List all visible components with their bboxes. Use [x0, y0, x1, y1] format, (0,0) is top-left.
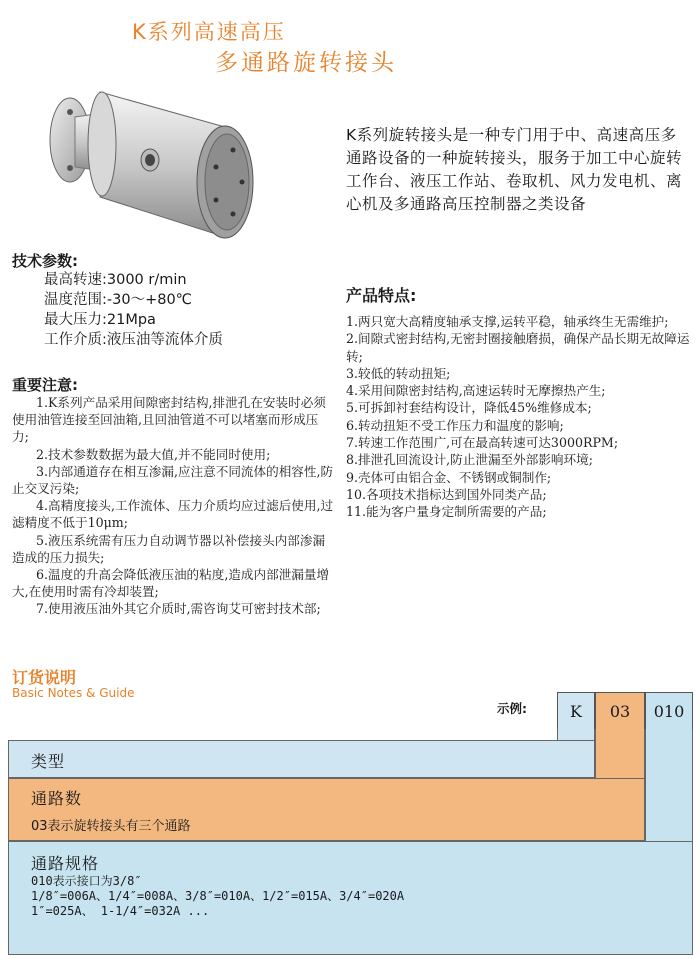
code-cell-channels: 03 — [595, 692, 645, 730]
intro-paragraph: K系列旋转接头是一种专门用于中、高速高压多通路设备的一种旋转接头，服务于加工中心旋转工作台、液压工作站、卷取机、风力发电机、离心机及多通路高压控制器之类设备 — [346, 126, 683, 213]
feature-item: 7.转速工作范围广,可在最高转速可达3000RPM; — [346, 435, 619, 451]
notes-list — [12, 394, 334, 618]
product-image — [30, 72, 270, 252]
note-item: 6.温度的升高会降低液压油的粘度,造成内部泄漏量增大,在使用时需有冷却装置; — [12, 567, 330, 600]
note-item: 1.K系列产品采用间隙密封结构,排泄孔在安装时必须使用油管连接至回油箱,且回油管道不可以堵塞而形成压力; — [12, 395, 326, 445]
feature-item: 11.能为客户量身定制所需要的产品; — [346, 504, 547, 520]
feature-item: 6.转动扭矩不受工作压力和温度的影响; — [346, 417, 564, 433]
note-item: 2.技术参数数据为最大值,并不能同时使用; — [36, 446, 271, 462]
channels-desc: 03表示旋转接头有三个通路 — [31, 819, 191, 834]
feature-item: 1.两只宽大高精度轴承支撑,运转平稳，轴承终生无需维护; — [346, 314, 669, 329]
channels-band — [8, 778, 645, 841]
params-list — [44, 270, 334, 350]
notes-heading: 重要注意: — [12, 376, 78, 394]
order-subheading: Basic Notes & Guide — [12, 686, 135, 700]
feature-item: 4.采用间隙密封结构,高速运转时无摩擦热产生; — [346, 383, 606, 399]
feature-item: 10.各项技术指标达到国外同类产品; — [346, 486, 547, 502]
note-item: 7.使用液压油外其它介质时,需咨询艾可密封技术部; — [36, 601, 321, 617]
title-line-2: 多通路旋转接头 — [215, 50, 397, 76]
feature-item: 8.排泄孔回流设计,防止泄漏至外部影响环境; — [346, 452, 593, 468]
param-row: 工作介质:液压油等流体介质 — [44, 332, 223, 348]
spec-label: 通路规格 — [31, 854, 100, 873]
spec-line: 010表示接口为3/8″ — [31, 874, 142, 888]
param-row: 最大压力:21Mpa — [44, 312, 156, 328]
note-item: 4.高精度接头,工作流体、压力介质均应过滤后使用,过滤精度不低于10μm; — [12, 498, 334, 531]
spec-line: 1″=025A、 1-1/4″=032A ... — [31, 904, 210, 918]
feature-item: 3.较低的转动扭矩; — [346, 365, 451, 381]
type-label: 类型 — [31, 752, 66, 771]
param-row: 最高转速:3000 r/min — [44, 272, 187, 288]
features-list — [346, 313, 691, 521]
example-label: 示例: — [497, 701, 527, 716]
param-row: 温度范围:-30〜+80℃ — [44, 292, 192, 308]
order-heading: 订货说明 — [12, 668, 77, 687]
features-heading: 产品特点: — [346, 286, 417, 305]
feature-item: 2.间隙式密封结构,无密封圈接触磨损，确保产品长期无故障运转; — [346, 331, 690, 364]
code-cell-type: K — [557, 692, 595, 730]
spec-lines — [31, 874, 404, 919]
note-item: 5.液压系统需有压力自动调节器以补偿接头内部渗漏造成的压力损失; — [12, 532, 326, 565]
type-band — [8, 740, 595, 778]
title-line-1: K系列高速高压 — [132, 20, 286, 44]
code-cell-spec: 010 — [645, 692, 693, 730]
note-item: 3.内部通道存在相互渗漏,应注意不同流体的相容性,防止交叉污染; — [12, 463, 334, 497]
spec-band — [8, 841, 693, 955]
params-heading: 技术参数: — [12, 252, 78, 270]
feature-item: 9.壳体可由铝合金、不锈钢或铜制作; — [346, 469, 552, 485]
spec-connector — [645, 729, 693, 842]
channels-label: 通路数 — [31, 789, 83, 808]
channels-connector — [595, 729, 645, 779]
feature-item: 5.可拆卸衬套结构设计，降低45%维修成本; — [346, 400, 592, 416]
spec-line: 1/8″=006A、1/4″=008A、3/8″=010A、1/2″=015A、3/4″=020A — [31, 889, 405, 903]
